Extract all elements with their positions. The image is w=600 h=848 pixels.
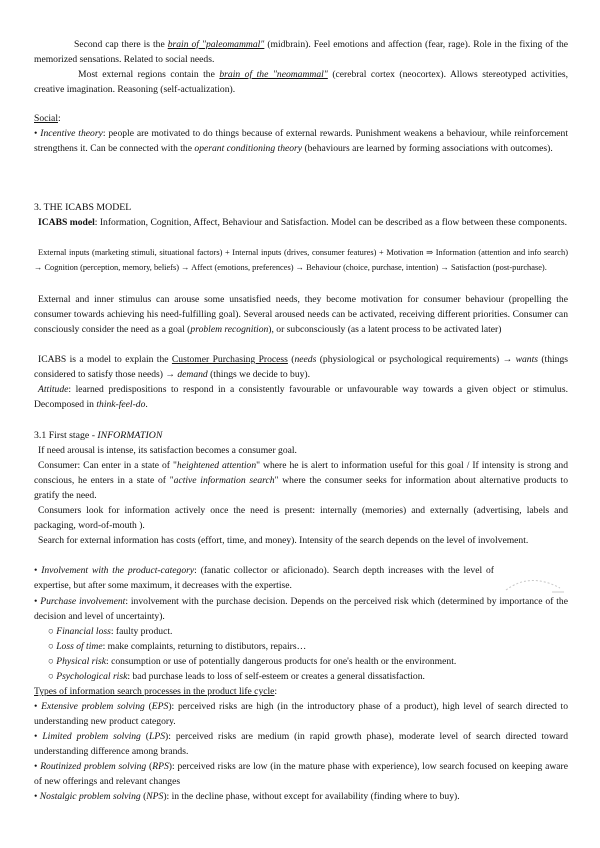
search-type-item: • Routinized problem solving (RPS): perceived risks are low (in the mature phase with experience), low search focused on keeping aware of new offerings and relevant changes bbox=[34, 761, 569, 787]
text: (things considered to satisfy those needs) → bbox=[34, 354, 569, 380]
bullet-icon: • bbox=[34, 128, 38, 139]
text: Consumer: Can enter in a state of " bbox=[38, 460, 177, 471]
term: think-feel-do bbox=[96, 399, 146, 410]
risk-item bbox=[48, 669, 568, 684]
paleomammal-paragraph bbox=[34, 37, 568, 67]
bullet-icon: • bbox=[34, 791, 38, 802]
text: : people are motivated to do things because of external rewards. Punishment weakens a behaviour, while reinforcement strengthens it. Can be connected with the bbox=[34, 128, 569, 154]
abbreviation: LPS bbox=[149, 731, 165, 742]
icabs-definition bbox=[34, 215, 568, 230]
text: (cerebral cortex (neocortex). Allows stereotyped activities, creative imagination. Reasoning (self-actualization). bbox=[34, 69, 568, 95]
circle-bullet-icon: ○ bbox=[48, 641, 54, 652]
term: Incentive theory bbox=[40, 128, 103, 139]
risk-item bbox=[48, 639, 568, 654]
term: Limited problem solving bbox=[42, 731, 141, 742]
social-heading bbox=[34, 111, 568, 126]
circle-bullet-icon: ○ bbox=[48, 671, 54, 682]
product-involvement-bullet bbox=[34, 563, 494, 593]
text: (midbrain). Feel emotions and affection (fear, rage). Role in the fixing of the memorized sensations. Related to social needs. bbox=[34, 39, 569, 65]
abbreviation: EPS bbox=[151, 701, 169, 712]
text: " where he is alert to information useful for this goal / If intensity is strong and conscious, he enters in a state of " bbox=[34, 460, 569, 486]
abbreviation: NPS bbox=[146, 791, 164, 802]
incentive-theory-bullet bbox=[34, 126, 568, 156]
term: needs bbox=[294, 354, 317, 365]
text: : bbox=[57, 113, 61, 124]
term: heightened attention bbox=[176, 460, 257, 471]
circle-bullet-icon: ○ bbox=[48, 626, 54, 637]
risk-item bbox=[48, 654, 568, 669]
text: : perceived risks are medium (in rapid growth phase), moderate level of search directed toward understanding difference among brands. bbox=[34, 731, 568, 757]
text: : bbox=[274, 686, 278, 697]
purchase-involvement-bullet bbox=[34, 594, 568, 624]
bullet-icon: • bbox=[34, 731, 38, 742]
text: (physiological or psychological requirements) → bbox=[316, 354, 516, 365]
bullet-icon: • bbox=[34, 596, 38, 607]
term: problem recognition bbox=[190, 324, 269, 335]
paleomammal-term: brain of "paleomammal" bbox=[167, 39, 265, 50]
text: . bbox=[145, 399, 148, 410]
term: ICABS model bbox=[38, 217, 95, 228]
bullet-icon: • bbox=[34, 761, 38, 772]
text: Most external regions contain the bbox=[78, 69, 220, 80]
abbreviation: RPS bbox=[152, 761, 169, 772]
section-title: 3. THE ICABS MODEL bbox=[34, 202, 132, 213]
bullet-icon: • bbox=[34, 565, 38, 576]
text: (things we decide to buy). bbox=[207, 369, 311, 380]
attitude-paragraph bbox=[34, 382, 568, 412]
term: operant conditioning theory bbox=[194, 143, 303, 154]
purchasing-process-paragraph bbox=[34, 352, 568, 382]
term: Purchase involvement bbox=[40, 596, 126, 607]
text: : involvement with the purchase decision. Depends on the perceived risk which (determined by importance of the decision and level of uncertainty). bbox=[34, 596, 568, 622]
text: : (fanatic collector or aficionado). Search depth increases with the level of expertise, but after some maximum, it decreases with the expertise. bbox=[34, 565, 494, 591]
text: : consumption or use of potentially dangerous products for one's health or the environment. bbox=[106, 656, 457, 667]
text: : faulty product. bbox=[110, 626, 173, 637]
term: Nostalgic problem solving bbox=[39, 791, 141, 802]
term: Routinized problem solving bbox=[40, 761, 147, 772]
text: (behaviours are learned by forming associations with outcomes). bbox=[302, 143, 553, 154]
term: Attitude bbox=[38, 384, 69, 395]
term: Loss of time bbox=[56, 641, 103, 652]
text: : bad purchase leads to loss of self-esteem or creates a general dissatisfaction. bbox=[127, 671, 425, 682]
term: Physical risk bbox=[56, 656, 107, 667]
search-type-item: • Nostalgic problem solving (NPS): in the decline phase, without except for availability (finding where to buy). bbox=[34, 791, 460, 802]
risk-item bbox=[48, 624, 568, 639]
term: wants bbox=[515, 354, 538, 365]
text: : learned predispositions to respond in a consistently favourable or unfavourable way towards a given object or stimulus. Decomposed in bbox=[34, 384, 568, 410]
circle-bullet-icon: ○ bbox=[48, 656, 54, 667]
term: Psychological risk bbox=[56, 671, 128, 682]
consumer-paragraph bbox=[34, 458, 568, 503]
search-type-item: • Limited problem solving (LPS): perceived risks are medium (in rapid growth phase), moderate level of search directed toward understanding difference among brands. bbox=[34, 731, 568, 757]
term: Extensive problem solving bbox=[41, 701, 145, 712]
term: demand bbox=[177, 369, 208, 380]
text: ( bbox=[287, 354, 295, 365]
term: Customer Purchasing Process bbox=[171, 354, 288, 365]
term: INFORMATION bbox=[97, 430, 163, 441]
neomammal-term: brain of the "neomammal" bbox=[219, 69, 328, 80]
text: Second cap there is the bbox=[74, 39, 168, 50]
text: 3.1 First stage - bbox=[34, 430, 98, 441]
search-types-heading bbox=[34, 684, 568, 699]
text: ), or subconsciously (as a latent process to be activated later) bbox=[268, 324, 502, 335]
text: : perceived risks are high (in the introductory phase of a product), high level of search directed to understanding new product category. bbox=[34, 701, 569, 727]
search-type-item: • Extensive problem solving (EPS): perceived risks are high (in the introductory phase of a product), high level of search directed to understanding new product category. bbox=[34, 701, 569, 727]
search-cost-paragraph: Search for external information has costs (effort, time, and money). Intensity of the search depends on the level of involvement. bbox=[38, 535, 529, 546]
text: " where the consumer seeks for information about alternative products to gratify the need. bbox=[34, 475, 569, 501]
text: : in the decline phase, without except for availability (finding where to buy). bbox=[166, 791, 460, 802]
social-heading-text: Social bbox=[34, 113, 58, 124]
text: : Information, Cognition, Affect, Behaviour and Satisfaction. Model can be described as a flow between these components. bbox=[94, 217, 567, 228]
info-sources-paragraph: Consumers look for information actively once the need is present: internally (memories) and externally (advertising, labels and packaging, word-of-mouth ). bbox=[34, 505, 568, 531]
need-arousal-line: If need arousal is intense, its satisfaction becomes a consumer goal. bbox=[38, 445, 297, 456]
text: External and inner stimulus can arouse some unsatisfied needs, they become motivation for consumer behaviour (propelling the consumer towards achieving his need-fulfilling goal). Several aroused needs can be activated, receiving different priorities. Consumer can consciously consider the need as a goal ( bbox=[34, 294, 568, 335]
subsection-title bbox=[34, 428, 568, 443]
text: ICABS is a model to explain the bbox=[38, 354, 172, 365]
term: Financial loss bbox=[56, 626, 111, 637]
text: : make complaints, returning to distibutors, repairs… bbox=[102, 641, 307, 652]
icabs-flow: External inputs (marketing stimuli, situational factors) + Internal inputs (drives, consumer features) + Motivation ⇒ Information (attention and info search) → Cognition (perception, memory, beliefs) → Affect (emotions, preferences) → Behaviour (choice, purchase, intention) → Satisfaction (post-purchase). bbox=[34, 248, 568, 272]
text: : perceived risks are low (in the mature phase with experience), low search focused on keeping aware of new offerings and relevant changes bbox=[34, 761, 569, 787]
term: active information search bbox=[173, 475, 275, 486]
stimuli-paragraph bbox=[34, 292, 568, 337]
bullet-icon: • bbox=[34, 701, 38, 712]
neomammal-paragraph bbox=[34, 67, 568, 97]
heading-text: Types of information search processes in the product life cycle bbox=[34, 686, 275, 697]
term: Involvement with the product-category bbox=[41, 565, 195, 576]
